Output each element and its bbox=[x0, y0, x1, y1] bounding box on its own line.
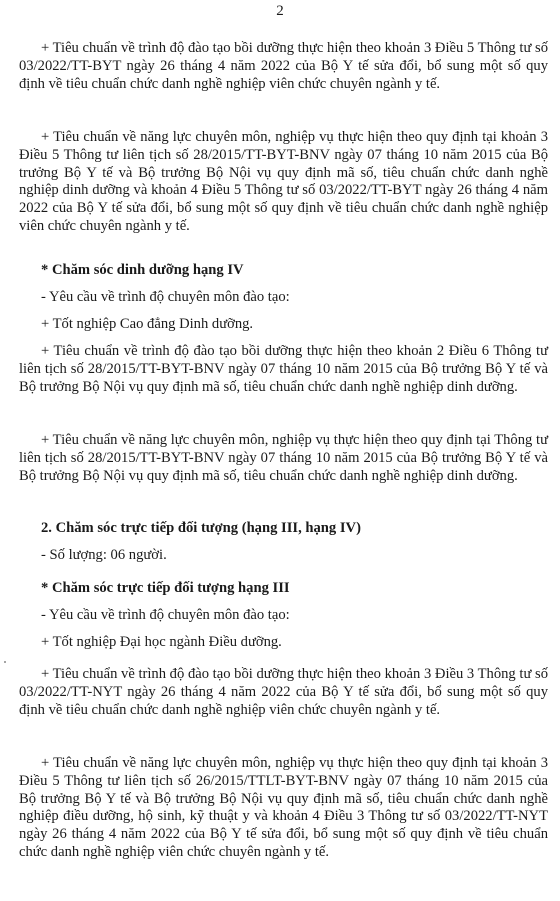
paragraph-competency-standard-grade-iv: + Tiêu chuẩn về năng lực chuyên môn, nghiệp vụ thực hiện theo quy định tại Thông tư liên tịch số 28/2015/TT-BYT-BNV ngày 07 tháng 10 năm 2015 của Bộ trưởng Bộ Y tế và Bộ trưởng Bộ Nội vụ quy định mã số, tiêu chuẩn chức danh nghề nghiệp dinh dưỡng. bbox=[19, 432, 548, 484]
list-item-qualification-requirement-2: - Yêu cầu về trình độ chuyên môn đào tạo: bbox=[41, 607, 290, 623]
paragraph-training-standard-grade-iii: + Tiêu chuẩn về trình độ đào tạo bồi dưỡng thực hiện theo khoản 3 Điều 3 Thông tư số 03/2022/TT-NYT ngày 26 tháng 4 năm 2022 của Bộ Y tế sửa đổi, bổ sung một số quy định về tiêu chuẩn chức danh nghề nghiệp viên chức chuyên ngành y tế. bbox=[19, 666, 548, 718]
section-heading-direct-care: 2. Chăm sóc trực tiếp đối tượng (hạng III, hạng IV) bbox=[41, 520, 361, 536]
heading-direct-care-grade-iii: * Chăm sóc trực tiếp đối tượng hạng III bbox=[41, 580, 290, 596]
paragraph-competency-standard: + Tiêu chuẩn về năng lực chuyên môn, nghiệp vụ thực hiện theo quy định tại khoản 3 Điều 5 Thông tư liên tịch số 28/2015/TT-BYT-BNV ngày 07 tháng 10 năm 2015 của Bộ trưởng Bộ Y tế và Bộ trưởng Bộ Nội vụ quy định mã số, tiêu chuẩn chức danh nghề nghiệp dinh dưỡng và khoản 4 Điều 5 Thông tư số 03/2022/TT-BYT ngày 26 tháng 4 năm 2022 của Bộ Y tế sửa đổi, bổ sung một số quy định về tiêu chuẩn chức danh nghề nghiệp viên chức chuyên ngành y tế. bbox=[19, 129, 548, 234]
page-number: 2 bbox=[276, 3, 284, 19]
paragraph-competency-standard-grade-iii: + Tiêu chuẩn về năng lực chuyên môn, nghiệp vụ thực hiện theo quy định tại khoản 3 Điều 5 Thông tư liên tịch số 26/2015/TTLT-BYT-BNV ngày 07 tháng 10 năm 2015 của Bộ trưởng Bộ Y tế và Bộ trưởng Bộ Nội vụ quy định mã số, tiêu chuẩn chức danh nghề nghiệp điều dưỡng, hộ sinh, kỹ thuật y và khoản 4 Điều 3 Thông tư số 03/2022/TT-NYT ngày 26 tháng 4 năm 2022 của Bộ Y tế sửa đổi, bổ sung một số quy định về tiêu chuẩn chức danh nghề nghiệp viên chức chuyên ngành y tế. bbox=[19, 755, 548, 860]
list-item-college-degree: + Tốt nghiệp Cao đẳng Dinh dưỡng. bbox=[41, 316, 254, 332]
paragraph-training-standard-grade-iv: + Tiêu chuẩn về trình độ đào tạo bồi dưỡng thực hiện theo khoản 2 Điều 6 Thông tư liên tịch số 28/2015/TT-BYT-BNV ngày 07 tháng 10 năm 2015 của Bộ trưởng Bộ Y tế và Bộ trưởng Bộ Nội vụ quy định mã số, tiêu chuẩn chức danh nghề nghiệp dinh dưỡng. bbox=[19, 343, 548, 395]
heading-nutrition-care-grade-iv: * Chăm sóc dinh dưỡng hạng IV bbox=[41, 262, 244, 278]
list-item-qualification-requirement: - Yêu cầu về trình độ chuyên môn đào tạo: bbox=[41, 289, 290, 305]
list-item-quantity: - Số lượng: 06 người. bbox=[41, 547, 167, 563]
scan-speck bbox=[4, 661, 6, 663]
paragraph-training-standard: + Tiêu chuẩn về trình độ đào tạo bồi dưỡng thực hiện theo khoản 3 Điều 5 Thông tư số 03/2022/TT-BYT ngày 26 tháng 4 năm 2022 của Bộ Y tế sửa đổi, bổ sung một số quy định về tiêu chuẩn chức danh nghề nghiệp viên chức chuyên ngành y tế. bbox=[19, 40, 548, 92]
list-item-university-degree: + Tốt nghiệp Đại học ngành Điều dưỡng. bbox=[41, 634, 282, 650]
